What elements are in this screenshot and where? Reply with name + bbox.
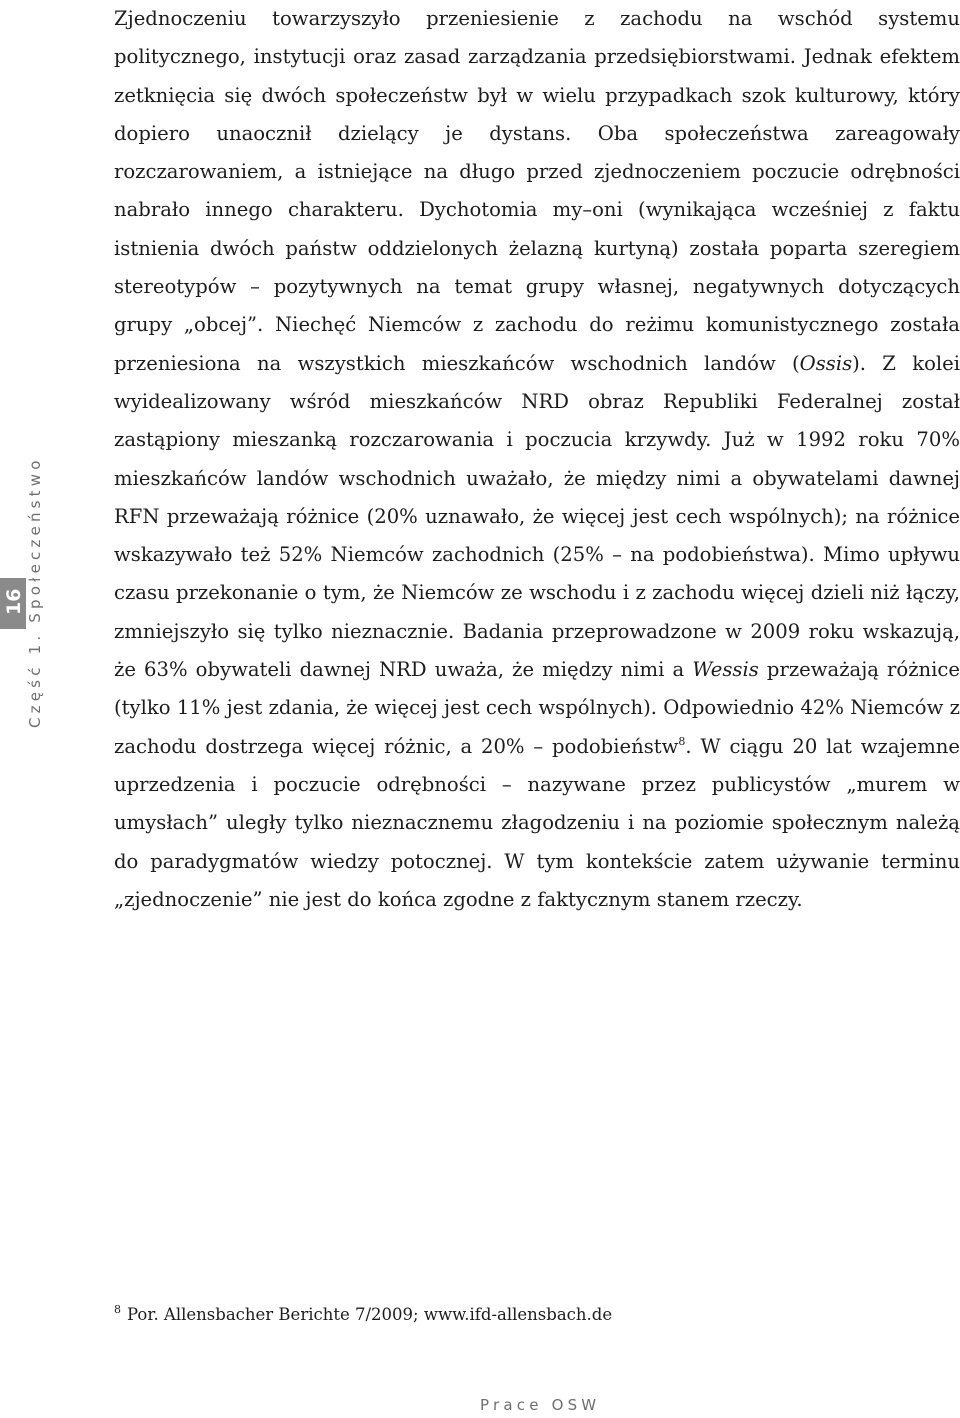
text-segment: przeważają różnice (tylko 11% jest zdania, że więcej jest cech wspólnych). Odpowiednio 42% Niemców z zachodu dostrzega więcej różnic, a 20% – podobieństw <box>114 658 960 758</box>
footnote-number: 8 <box>114 1303 121 1316</box>
footnote <box>114 1300 960 1330</box>
text-segment: ). Z kolei wyidealizowany wśród mieszkańców NRD obraz Republiki Federalnej został zastąpiony mieszanką rozczarowania i poczucia krzywdy. Już w 1992 roku 70% mieszkańców landów wschodnich uważało, że między nimi a obywatelami dawnej RFN przeważają różnice (20% uznawało, że więcej jest cech wspólnych); na różnice wskazywało też 52% Niemców zachodnich (25% – na podobieństwa). Mimo upływu czasu przekonanie o tym, że Niemców ze wschodu i z zachodu więcej dzieli niż łączy, zmniejszyło się tylko nieznacznie. Badania przeprowadzone w 2009 roku wskazują, że 63% obywateli dawnej NRD uważa, że między nimi a <box>114 351 960 682</box>
text-segment: . W ciągu 20 lat wzajemne uprzedzenia i poczucie odrębności – nazywane przez publicystów „murem w umysłach” uległy tylko nieznacznemu złagodzeniu i na poziomie społecznym należą do paradygmatów wiedzy potocznej. W tym kontekście zatem używanie terminu „zjednoczenie” nie jest do końca zgodne z faktycznym stanem rzeczy. <box>114 734 960 911</box>
text-segment: Zjednoczeniu towarzyszyło przeniesienie z zachodu na wschód systemu politycznego, instytucji oraz zasad zarządzania przedsiębiorstwami. Jednak efektem zetknięcia się dwóch społeczeństw był w wielu przypadkach szok kulturowy, który dopiero unaocznił dzielący je dystans. Oba społeczeństwa zareagowały rozczarowaniem, a istniejące na długo przed zjednoczeniem poczucie odrębności nabrało innego charakteru. Dychotomia my–oni (wynikająca wcześniej z faktu istnienia dwóch państw oddzielonych żelazną kurtyną) została poparta szeregiem stereotypów – pozytywnych na temat grupy własnej, negatywnych dotyczących grupy „obcej”. Niechęć Niemców z zachodu do reżimu komunistycznego została przeniesiona na wszystkich mieszkańców wschodnich landów ( <box>114 7 960 375</box>
term-wessis: Wessis <box>692 658 759 682</box>
body-paragraph <box>114 0 960 919</box>
page-number-box <box>0 578 26 629</box>
footnote-text: Por. Allensbacher Berichte 7/2009; www.ifd-allensbach.de <box>127 1305 613 1324</box>
section-label: Część 1. Społeczeństwo <box>26 456 44 728</box>
footnote-reference[interactable]: 8 <box>678 734 686 748</box>
term-ossis: Ossis <box>799 351 853 375</box>
footer-series: Prace OSW <box>480 1396 601 1414</box>
page-margin <box>0 0 110 1418</box>
page-number: 16 <box>3 588 25 615</box>
body-text <box>114 0 960 919</box>
